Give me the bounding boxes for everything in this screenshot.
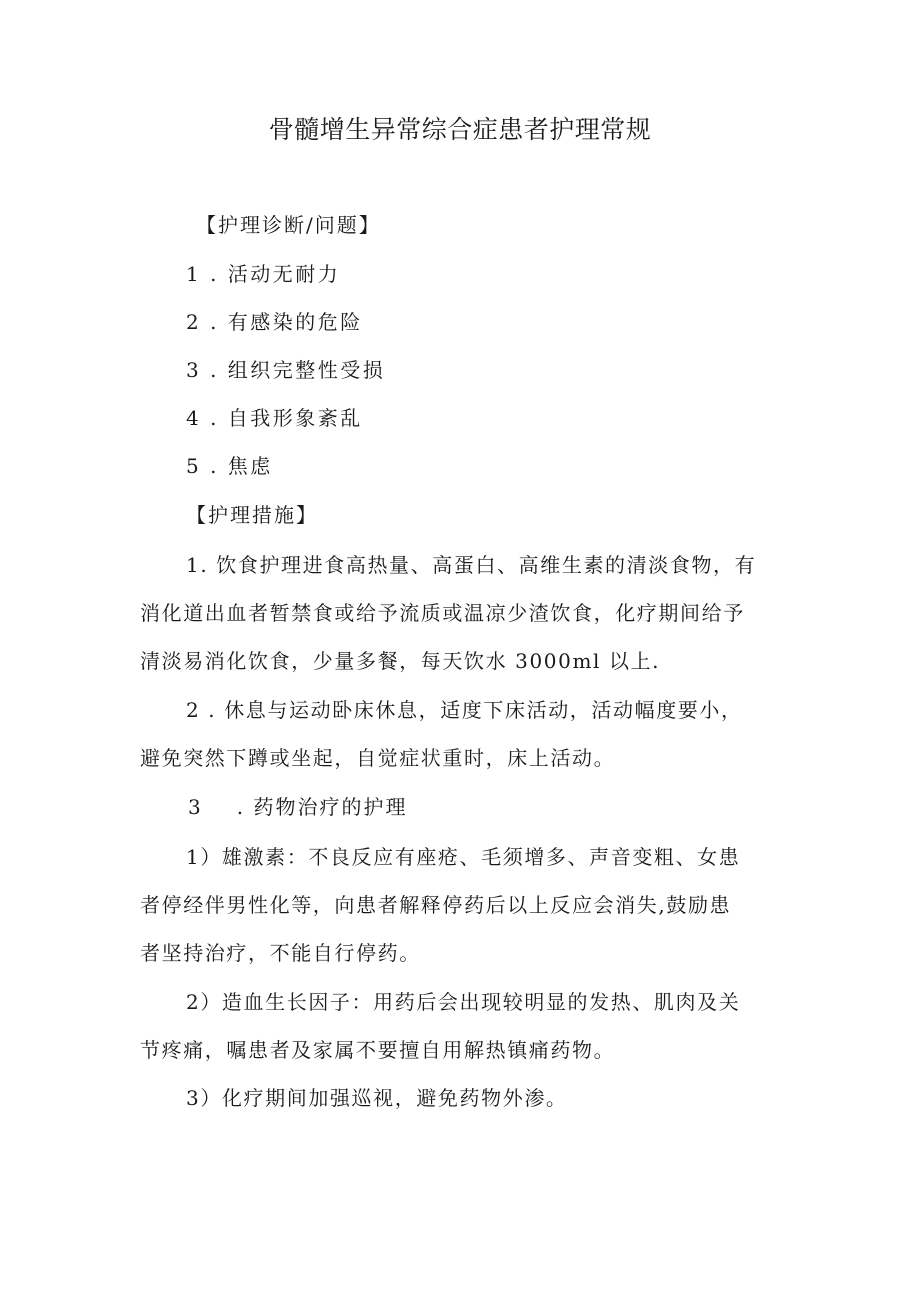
paragraph-line: 3）化疗期间加强巡视，避免药物外渗。 (186, 1086, 568, 1110)
paragraph-line: 消化道出血者暂禁食或给予流质或温凉少渣饮食，化疗期间给予 (140, 601, 745, 625)
paragraph-line: 2 . 休息与运动卧床休息，适度下床活动，活动幅度要小， (186, 698, 743, 722)
measure-drug-number: 3 (188, 795, 203, 819)
diagnosis-item-1: 1 . 活动无耐力 (186, 262, 341, 286)
paragraph-line: 清淡易消化饮食，少量多餐，每天饮水 3000ml 以上. (140, 649, 661, 673)
paragraph-line: 避免突然下蹲或坐起，自觉症状重时，床上活动。 (140, 746, 616, 770)
section-heading-diagnosis: 【护理诊断/问题】 (196, 213, 381, 237)
diagnosis-item-3: 3 . 组织完整性受损 (186, 358, 386, 382)
document-title: 骨髓增生异常综合症患者护理常规 (268, 115, 652, 144)
diagnosis-item-5: 5 . 焦虑 (186, 454, 273, 478)
paragraph-line: 者坚持治疗，不能自行停药。 (140, 941, 421, 965)
measure-rest-paragraph (140, 686, 800, 782)
paragraph-line: 者停经伴男性化等，向患者解释停药后以上反应会消失,鼓励患 (140, 893, 732, 917)
drug-growth-factor-paragraph (140, 978, 800, 1074)
measure-drug-label: . 药物治疗的护理 (236, 795, 408, 819)
paragraph-line: 1）雄激素：不良反应有座疮、毛须增多、声音变粗、女患 (186, 845, 741, 869)
diagnosis-item-4: 4 . 自我形象紊乱 (186, 406, 363, 430)
drug-androgen-paragraph (140, 833, 800, 977)
measure-diet-paragraph (140, 541, 800, 685)
paragraph-line: 1. 饮食护理进食高热量、高蛋白、高维生素的清淡食物，有 (186, 553, 757, 577)
measure-drug-heading (188, 792, 407, 822)
paragraph-line: 2）造血生长因子：用药后会出现较明显的发热、肌肉及关 (186, 990, 741, 1014)
diagnosis-item-2: 2 . 有感染的危险 (186, 310, 363, 334)
paragraph-line: 节疼痛，嘱患者及家属不要擅自用解热镇痛药物。 (140, 1038, 616, 1062)
section-heading-measures: 【护理措施】 (186, 503, 318, 527)
drug-chemo-paragraph (140, 1074, 800, 1122)
